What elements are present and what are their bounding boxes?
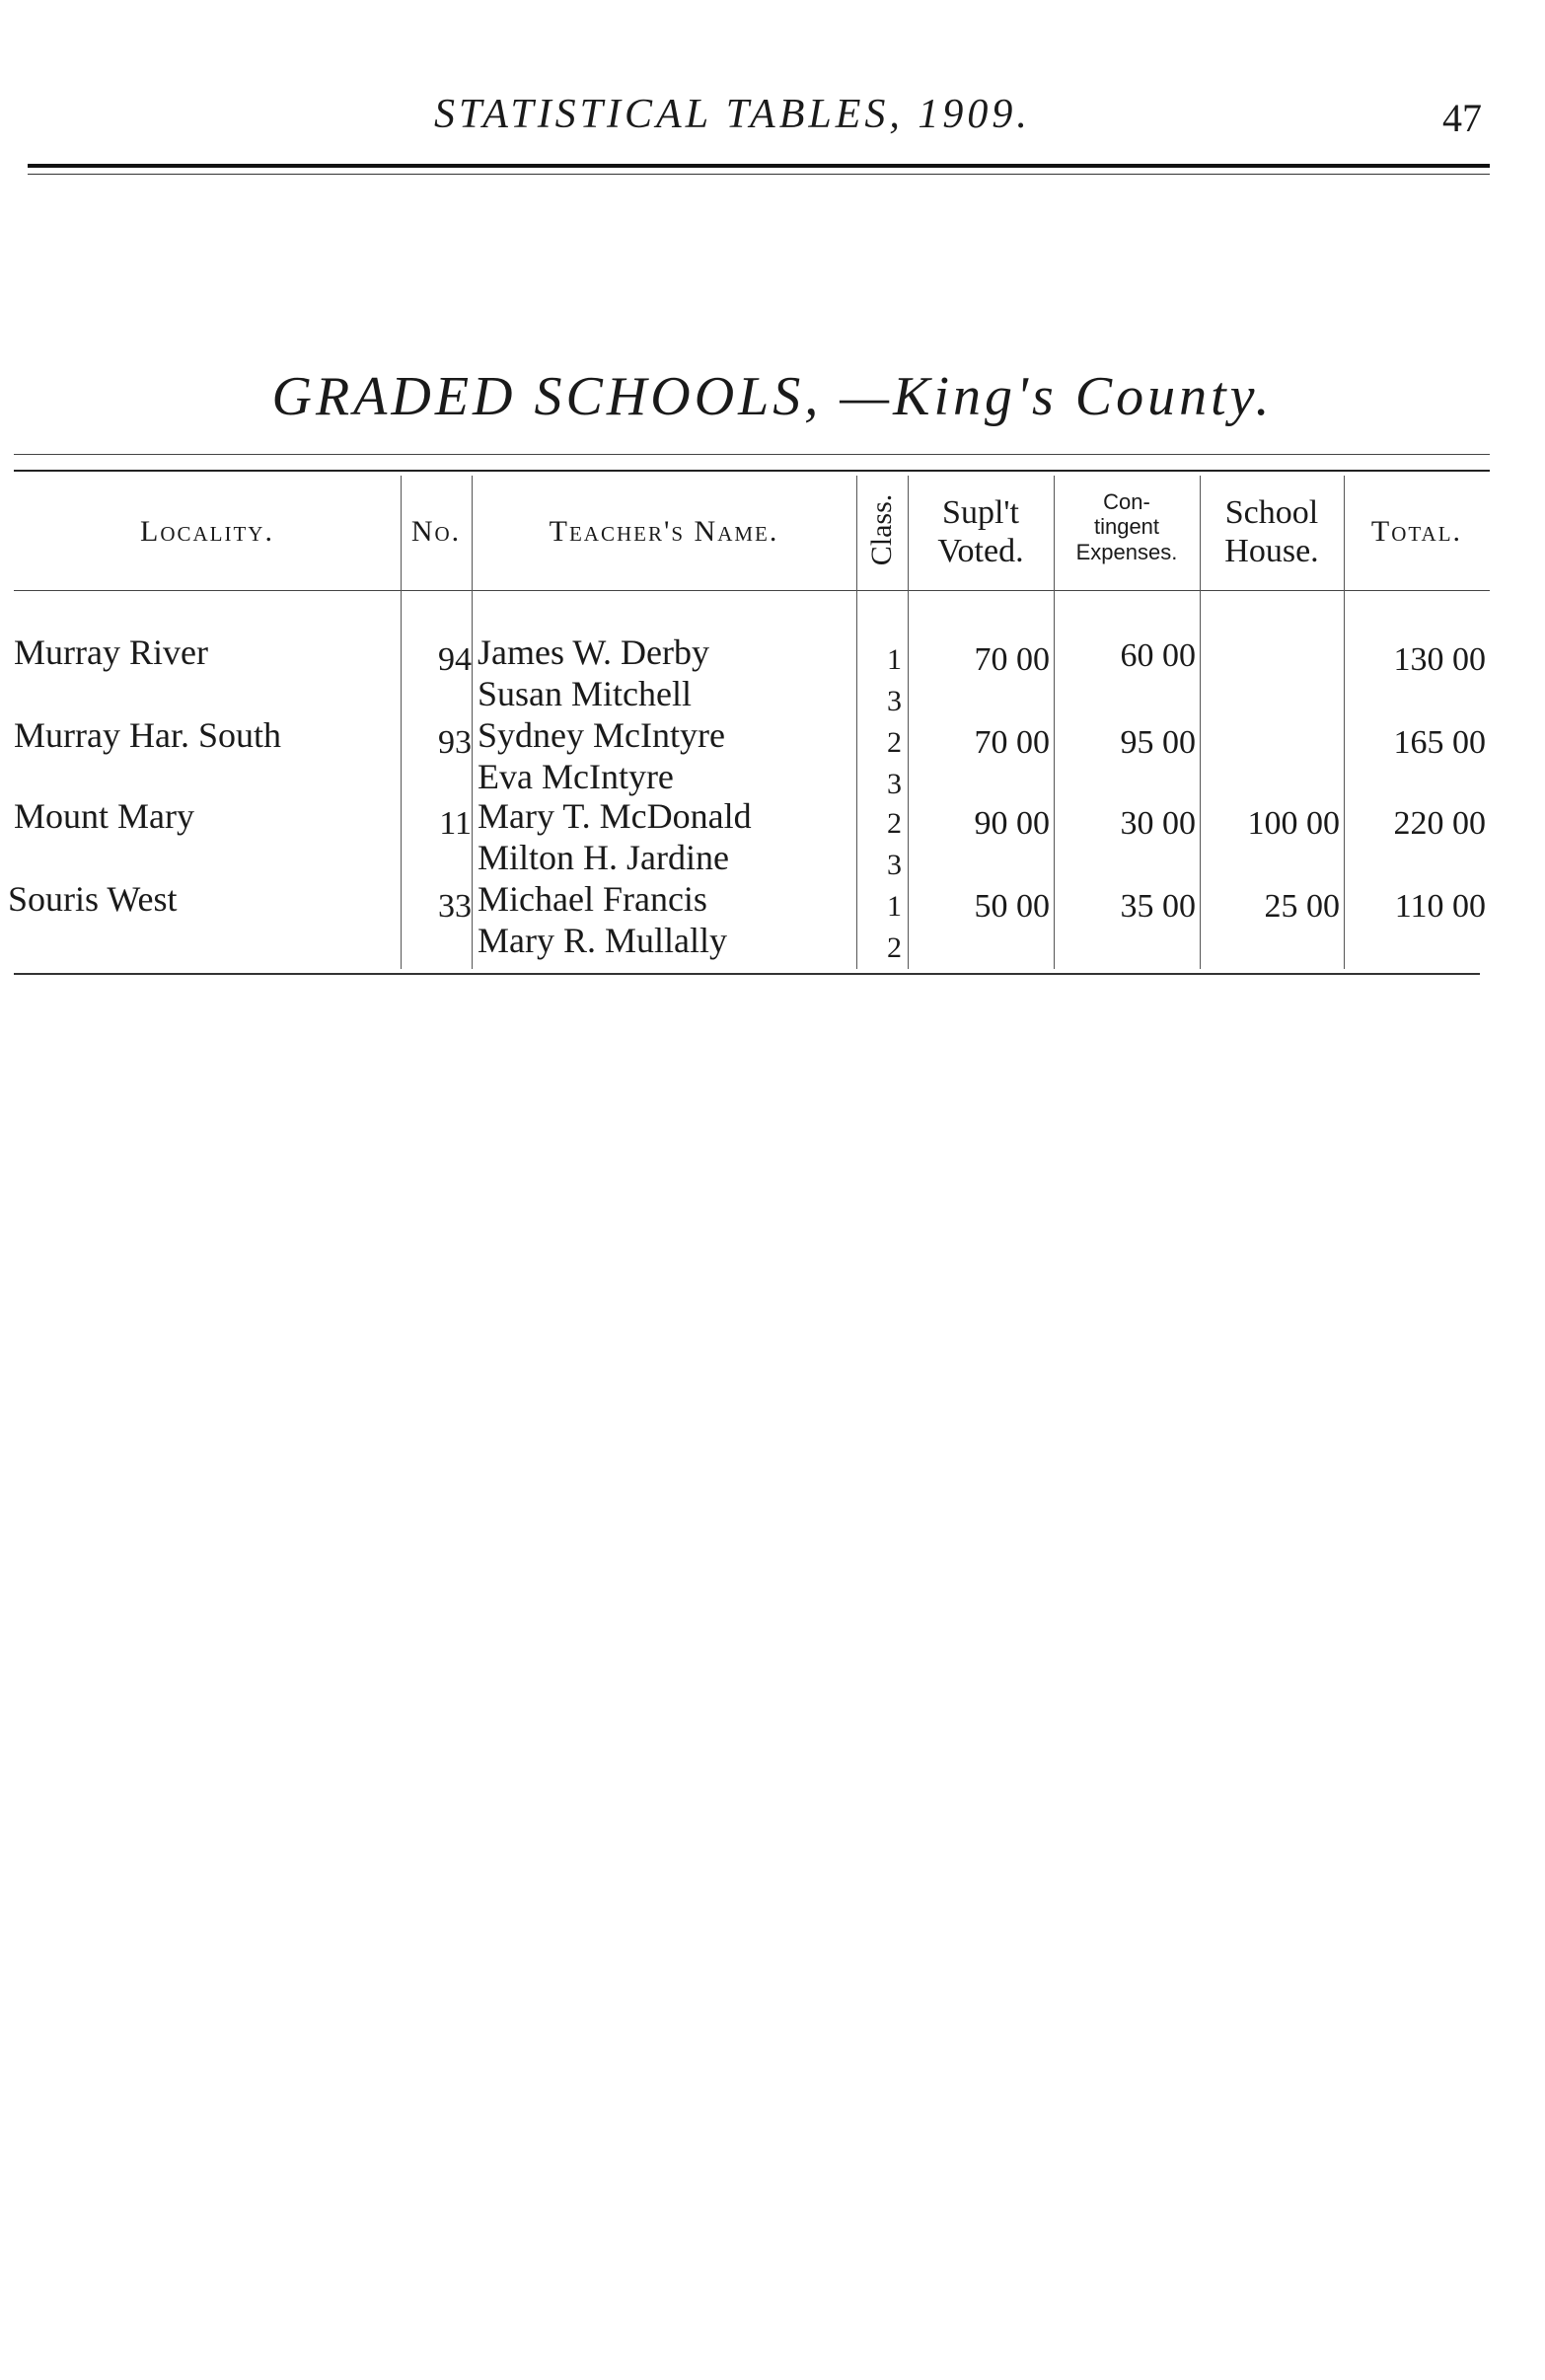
header-supplt-line2: Voted. bbox=[937, 533, 1024, 570]
header-class: Class. bbox=[865, 493, 898, 566]
header-contingent-line2: tingent bbox=[1093, 514, 1160, 540]
page-number: 47 bbox=[1442, 96, 1482, 140]
row3-teacher1: Mary T. McDonald bbox=[478, 796, 752, 836]
row4-no: 33 bbox=[438, 888, 472, 925]
row2-teacher1: Sydney McIntyre bbox=[478, 715, 725, 755]
table-top-rule-thick bbox=[14, 470, 1490, 472]
row1-teacher1: James W. Derby bbox=[478, 632, 709, 672]
row1-total: 130 00 bbox=[1393, 641, 1486, 678]
row1-teacher2: Susan Mitchell bbox=[478, 674, 692, 713]
header-locality: Locality. bbox=[140, 515, 274, 548]
row2-class1: 2 bbox=[887, 726, 902, 759]
table-top-rule bbox=[14, 454, 1490, 455]
row4-locality: Souris West bbox=[8, 879, 178, 919]
header-teacher-name: Teacher's Name. bbox=[549, 515, 779, 548]
header-supplt-line1: Supl't bbox=[942, 494, 1019, 531]
row3-class1: 2 bbox=[887, 807, 902, 840]
running-title: STATISTICAL TABLES, 1909. bbox=[434, 92, 1031, 137]
row4-class1: 1 bbox=[887, 890, 902, 923]
col-rule-class-left bbox=[856, 476, 857, 969]
row4-teacher1: Michael Francis bbox=[478, 879, 707, 919]
row3-contingent: 30 00 bbox=[1120, 805, 1196, 842]
row3-locality: Mount Mary bbox=[14, 796, 194, 836]
row2-locality: Murray Har. South bbox=[14, 715, 281, 755]
row2-class2: 3 bbox=[887, 768, 902, 800]
row4-school-house: 25 00 bbox=[1264, 888, 1340, 925]
col-rule-no-right bbox=[472, 476, 473, 969]
header-school-line2: House. bbox=[1224, 533, 1319, 570]
row2-teacher2: Eva McIntyre bbox=[478, 757, 674, 796]
row1-locality: Murray River bbox=[14, 632, 208, 672]
row3-class2: 3 bbox=[887, 849, 902, 881]
header-school-line1: School bbox=[1224, 494, 1319, 531]
row4-class2: 2 bbox=[887, 931, 902, 964]
header-no: No. bbox=[410, 515, 462, 548]
row1-class1: 1 bbox=[887, 643, 902, 676]
row4-contingent: 35 00 bbox=[1120, 888, 1196, 925]
row3-total: 220 00 bbox=[1393, 805, 1486, 842]
section-title: GRADED SCHOOLS, —King's County. bbox=[271, 366, 1274, 427]
table-header-rule bbox=[14, 590, 1490, 591]
row2-no: 93 bbox=[438, 724, 472, 761]
row4-teacher2: Mary R. Mullally bbox=[478, 921, 727, 960]
header-rule bbox=[28, 164, 1490, 168]
header-contingent-line1: Con- bbox=[1103, 489, 1150, 514]
row1-class2: 3 bbox=[887, 685, 902, 717]
header-contingent-line3: Expenses. bbox=[1075, 539, 1178, 564]
row1-supplt: 70 00 bbox=[974, 641, 1050, 678]
row1-contingent: 60 00 bbox=[1120, 637, 1196, 674]
row2-total: 165 00 bbox=[1393, 724, 1486, 761]
row2-supplt: 70 00 bbox=[974, 724, 1050, 761]
row3-no: 11 bbox=[439, 805, 472, 842]
row2-contingent: 95 00 bbox=[1120, 724, 1196, 761]
row3-teacher2: Milton H. Jardine bbox=[478, 838, 729, 877]
row3-school-house: 100 00 bbox=[1247, 805, 1340, 842]
table-bottom-rule bbox=[14, 973, 1480, 975]
row4-total: 110 00 bbox=[1394, 888, 1486, 925]
row3-supplt: 90 00 bbox=[974, 805, 1050, 842]
row4-supplt: 50 00 bbox=[974, 888, 1050, 925]
row1-no: 94 bbox=[438, 641, 472, 678]
header-supplt-voted bbox=[908, 493, 1054, 570]
header-total: Total. bbox=[1370, 515, 1463, 548]
header-rule-thin bbox=[28, 174, 1490, 175]
header-school-house bbox=[1200, 493, 1344, 570]
col-rule-school-right bbox=[1344, 476, 1345, 969]
header-contingent-expenses bbox=[1054, 489, 1200, 564]
